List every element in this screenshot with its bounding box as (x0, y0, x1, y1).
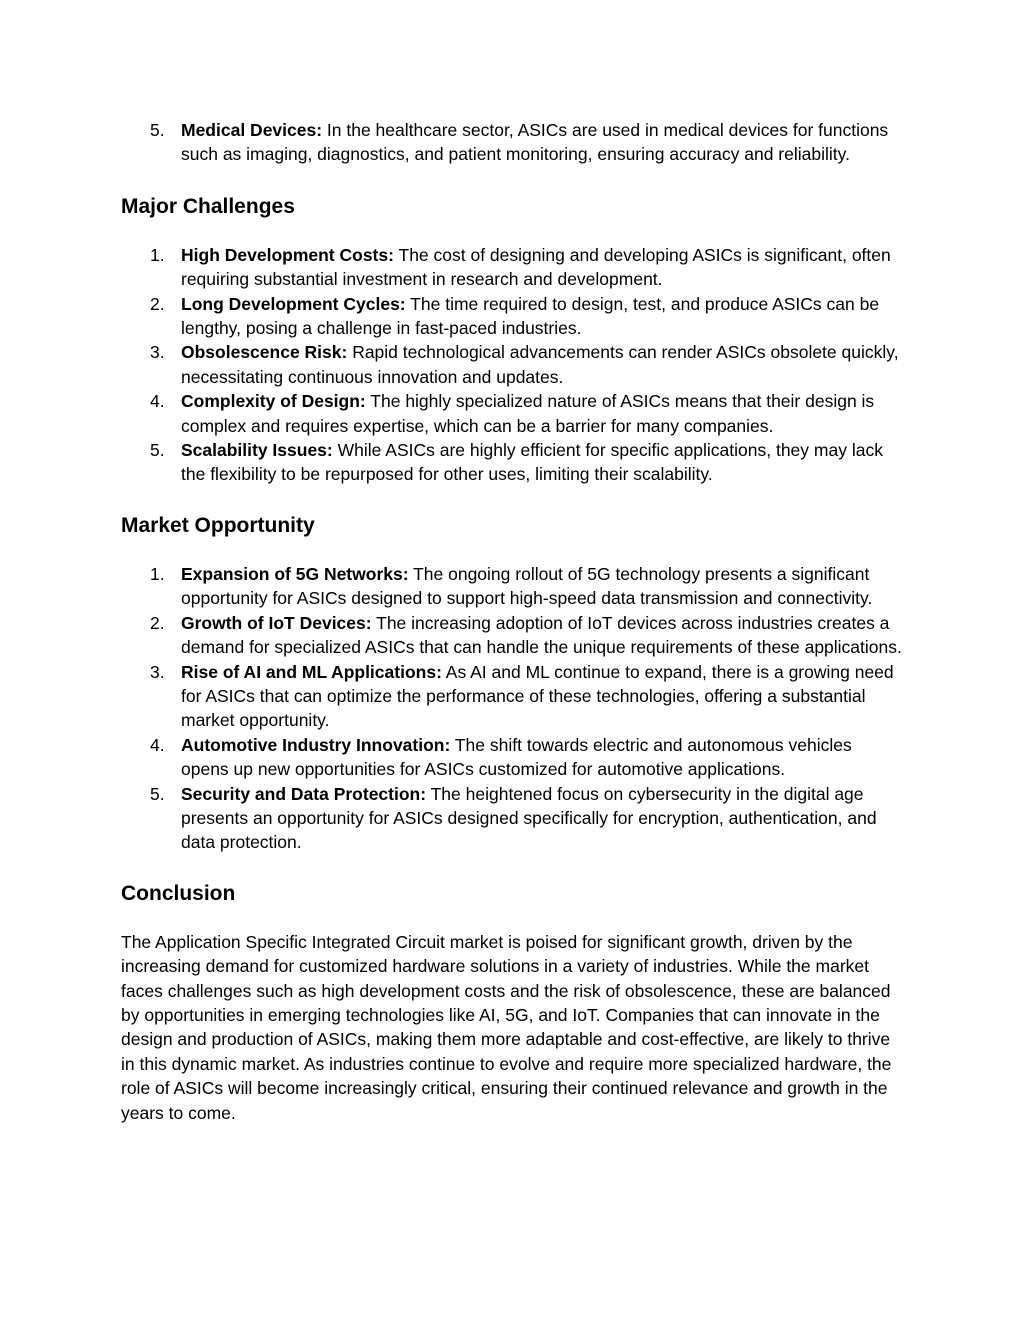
list-item (121, 782, 903, 855)
list-number: 2. (150, 612, 165, 633)
list-text: While ASICs are highly efficient for specific applications, they may lack the flexibility to be repurposed for other uses, limiting their scalability. (181, 440, 883, 485)
list-number: 5. (150, 783, 165, 804)
list-number: 2. (150, 293, 165, 314)
list-item (121, 340, 903, 389)
list-text: The cost of designing and developing ASICs is significant, often requiring substantial investment in research and development. (181, 244, 891, 290)
list-number: 3. (150, 661, 165, 682)
opportunity-heading: Market Opportunity (121, 513, 315, 537)
challenges-list (121, 243, 903, 487)
conclusion-paragraph: The Application Specific Integrated Circuit market is poised for significant growth, driven by the increasing demand for customized hardware solutions in a variety of industries. While the market faces challenges such as high development costs and the risk of obsolescence, these are balanced by opportunities in emerging technologies like AI, 5G, and IoT. Companies that can innovate in the design and production of ASICs, making them more adaptable and cost-effective, are likely to thrive in this dynamic market. As industries continue to evolve and require more specialized hardware, the role of ASICs will become increasingly critical, ensuring their continued relevance and growth in the years to come. (121, 931, 892, 1123)
list-term: Medical Devices: (181, 120, 323, 140)
challenges-heading: Major Challenges (121, 194, 295, 218)
list-term: Complexity of Design: (181, 391, 366, 412)
list-item (121, 389, 903, 438)
list-item (121, 611, 903, 660)
list-item (121, 118, 903, 167)
list-term: Scalability Issues: (181, 440, 333, 461)
list-term: Expansion of 5G Networks: (181, 563, 409, 584)
list-item (121, 438, 903, 487)
list-item (121, 660, 903, 733)
conclusion-heading: Conclusion (121, 881, 236, 905)
list-term: High Development Costs: (181, 244, 394, 265)
list-number: 4. (150, 391, 165, 412)
list-text: As AI and ML continue to expand, there is a growing need for ASICs that can optimize the performance of these technologies, offering a substantial market opportunity. (181, 661, 894, 731)
list-text: In the healthcare sector, ASICs are used in medical devices for functions such as imaging, diagnostics, and patient monitoring, ensuring accuracy and reliability. (181, 120, 889, 165)
list-text: The time required to design, test, and produce ASICs can be lengthy, posing a challenge in fast-paced industries. (181, 293, 880, 339)
list-text: The heightened focus on cybersecurity in the digital age presents an opportunity for ASICs designed specifically for encryption, authentication, and data protection. (181, 783, 877, 853)
list-text: The increasing adoption of IoT devices across industries creates a demand for specialized ASICs that can handle the unique requirements of these applications. (181, 612, 902, 658)
list-number: 1. (150, 244, 165, 265)
list-term: Obsolescence Risk: (181, 342, 348, 363)
list-text: The highly specialized nature of ASICs means that their design is complex and requires expertise, which can be a barrier for many companies. (181, 391, 875, 436)
opportunity-list (121, 562, 903, 855)
list-item (121, 243, 903, 292)
list-term: Long Development Cycles: (181, 293, 406, 314)
list-term: Security and Data Protection: (181, 783, 427, 804)
list-number: 3. (150, 342, 165, 363)
list-text: Rapid technological advancements can render ASICs obsolete quickly, necessitating continuous innovation and updates. (181, 342, 899, 387)
list-number: 1. (150, 563, 165, 584)
intro-list (121, 118, 903, 167)
list-text: The ongoing rollout of 5G technology presents a significant opportunity for ASICs designed to support high-speed data transmission and connectivity. (181, 563, 873, 609)
list-item (121, 733, 903, 782)
list-term: Rise of AI and ML Applications: (181, 661, 442, 682)
list-item (121, 562, 903, 611)
list-number: 4. (150, 734, 165, 755)
list-item (121, 292, 903, 341)
list-number: 5. (150, 120, 165, 140)
list-term: Growth of IoT Devices: (181, 612, 372, 633)
list-term: Automotive Industry Innovation: (181, 734, 451, 755)
document-page (121, 118, 903, 1125)
list-text: The shift towards electric and autonomous vehicles opens up new opportunities for ASICs customized for automotive applications. (181, 734, 852, 780)
list-number: 5. (150, 440, 165, 461)
